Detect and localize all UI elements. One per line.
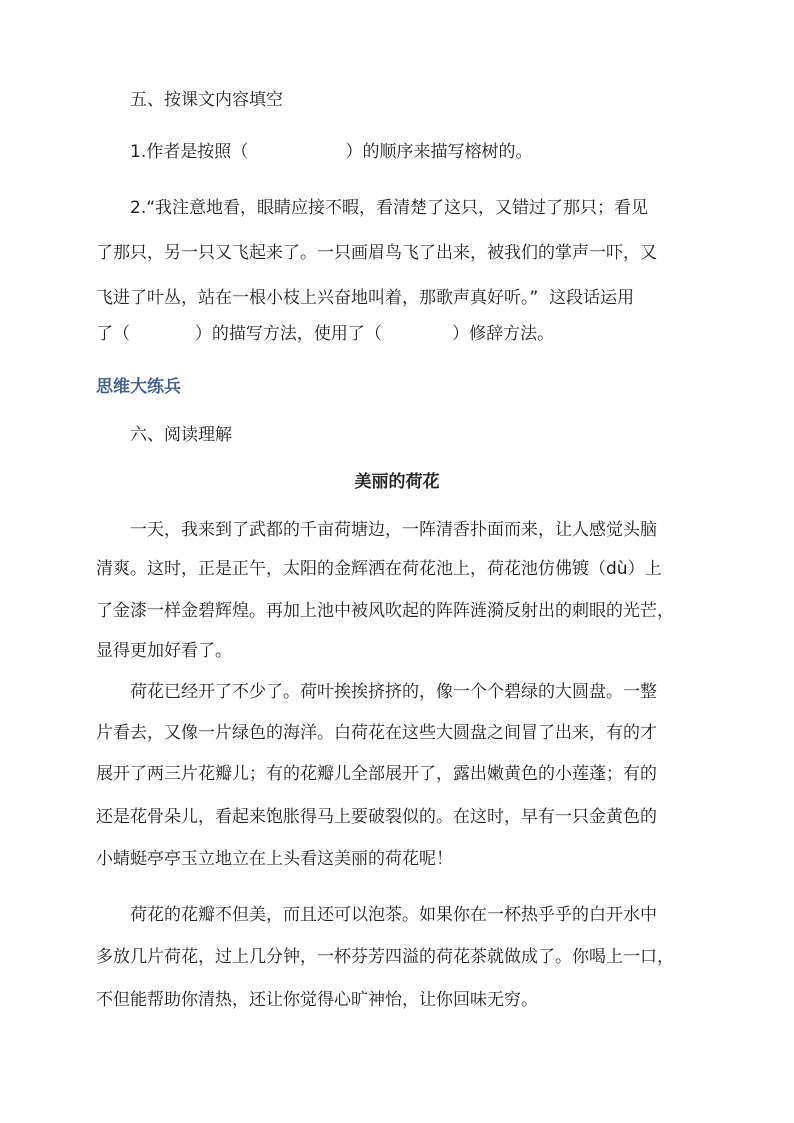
question-2-line-4: 了（ ）的描写方法，使用了（ ）修辞方法。 — [96, 324, 555, 344]
practice-label: 思维大练兵 — [96, 377, 181, 397]
question-2-line-1: 2.“我注意地看，眼睛应接不暇，看清楚了这只，又错过了那只；看见 — [130, 198, 649, 218]
paragraph-2-line-4: 还是花骨朵儿，看起来饱胀得马上要破裂似的。在这时，早有一只金黄色的 — [96, 807, 657, 827]
paragraph-1-line-4: 显得更加好看了。 — [96, 641, 232, 661]
paragraph-3-line-1: 荷花的花瓣不但美，而且还可以泡茶。如果你在一杯热乎乎的白开水中 — [130, 905, 657, 925]
paragraph-2-line-1: 荷花已经开了不少了。荷叶挨挨挤挤的，像一个个碧绿的大圆盘。一整 — [130, 682, 657, 702]
paragraph-1-line-2: 清爽。这时，正是正午，太阳的金辉洒在荷花池上，荷花池仿佛镀（dù）上 — [96, 559, 662, 579]
article-title: 美丽的荷花 — [354, 472, 440, 492]
section-5-heading: 五、按课文内容填空 — [130, 90, 283, 110]
question-2-line-2: 了那只，另一只又飞起来了。一只画眉鸟飞了出来，被我们的掌声一吓，又 — [96, 243, 657, 263]
paragraph-3-line-2: 多放几片荷花，过上几分钟，一杯芬芳四溢的荷花茶就做成了。你喝上一口， — [96, 947, 674, 967]
paragraph-2-line-3: 展开了两三片花瓣儿；有的花瓣儿全部展开了，露出嫩黄色的小莲蓬；有的 — [96, 764, 657, 784]
paragraph-1-line-1: 一天，我来到了武都的千亩荷塘边，一阵清香扑面而来，让人感觉头脑 — [130, 520, 657, 540]
paragraph-2-line-2: 片看去，又像一片绿色的海洋。白荷花在这些大圆盘之间冒了出来，有的才 — [96, 723, 657, 743]
question-1: 1.作者是按照（ ）的顺序来描写榕树的。 — [130, 142, 533, 162]
paragraph-2-line-5: 小蜻蜓亭亭玉立地立在上头看这美丽的荷花呢！ — [96, 849, 453, 869]
paragraph-3-line-3: 不但能帮助你清热，还让你觉得心旷神怡，让你回味无穷。 — [96, 990, 538, 1010]
section-6-heading: 六、阅读理解 — [130, 425, 232, 445]
question-2-line-3: 飞进了叶丛，站在一根小枝上兴奋地叫着，那歌声真好听。” 这段话运用 — [96, 288, 635, 308]
paragraph-1-line-3: 了金漆一样金碧辉煌。再加上池中被风吹起的阵阵涟漪反射出的刺眼的光芒， — [96, 601, 674, 621]
